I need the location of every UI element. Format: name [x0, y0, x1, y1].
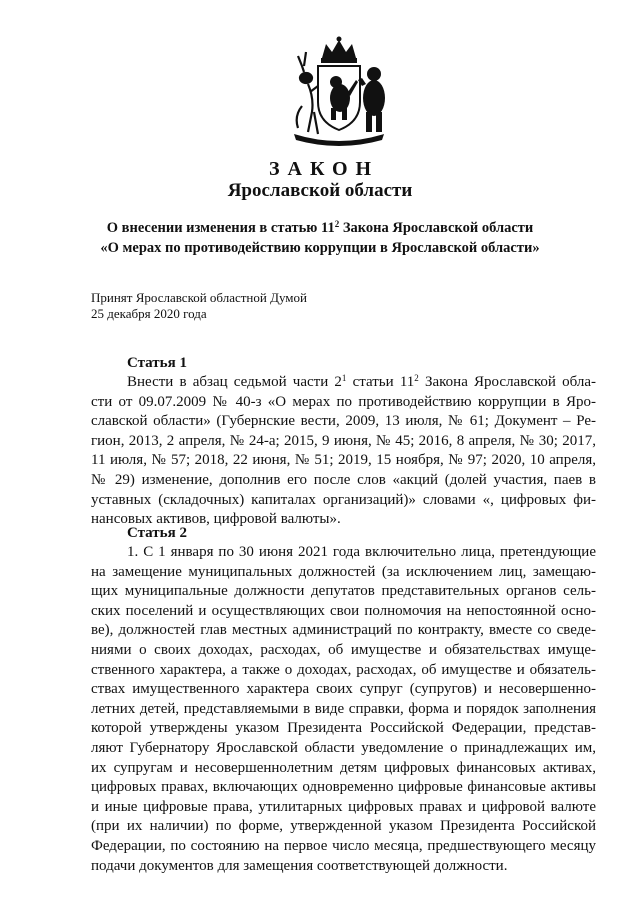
ribbon-icon — [294, 134, 384, 146]
article-2-line: подачи документов для замещения соответствующей должности. — [91, 857, 508, 874]
article-2-line: щих муниципальные должности депутатов представительных органов сель- — [91, 583, 596, 600]
article-2-line: ствах имущественного характера своих супруг (супругов) и несовершенно- — [91, 681, 596, 698]
article-2-line: 1. С 1 января по 30 июня 2021 года включительно лица, претендующие — [127, 544, 596, 560]
adoption-body: Принят Ярославской областной Думой — [91, 290, 307, 305]
law-subject-line-1: О внесении изменения в статью $11^2$ Закона Ярославской области — [106, 219, 534, 236]
article-2-line: ских поселений и осуществляющих свои полномочия на непостоянной осно- — [91, 602, 596, 619]
article-1-line: Внести в абзац седьмой части $2^1$ статьи $11^2$ Закона Ярославской обла- — [127, 373, 596, 390]
adoption-date: 25 декабря 2020 года — [91, 306, 207, 321]
law-title: ЗАКОН — [268, 158, 380, 180]
law-subject-line-2: «О мерах по противодействию коррупции в Ярославской области» — [100, 240, 540, 256]
article-2-heading: Статья 2 — [127, 525, 187, 541]
article-1-line: нансовых активов, цифровой валюты». — [91, 511, 341, 528]
article-2-line: их супругам и несовершеннолетним детям цифровых финансовых активах, — [91, 759, 596, 776]
article-1-line: уставных (складочных) капиталах организаций)» словами «, цифровых фи- — [91, 491, 596, 508]
article-2-line: (при их наличии) по форме, утвержденной указом Президента Российской — [91, 818, 596, 835]
article-1-text — [91, 373, 596, 530]
article-2-line: Федерации, по состоянию на первое число месяца, предшествующего месяцу — [91, 837, 596, 854]
article-2-text — [91, 543, 596, 876]
article-2-line: которой утверждены указом Президента Российской Федерации, представ- — [91, 720, 596, 737]
article-2-line: летних детей, представляемыми в виде справки, форма и порядок заполнения — [91, 700, 596, 717]
article-1-heading: Статья 1 — [127, 355, 187, 371]
article-1-line: гион, 2013, 2 апреля, № 24-а; 2015, 9 июня, № 45; 2016, 8 апреля, № 30; 2017, — [91, 432, 596, 449]
region-title: Ярославской области — [227, 180, 413, 201]
coat-of-arms-emblem — [284, 36, 394, 148]
crown-icon — [321, 37, 357, 64]
article-2-line: цифровых правах, включающих одновременно цифровые финансовые активы — [91, 779, 596, 796]
article-2-line: ляют Губернатору Ярославской области уведомление о принадлежащих им, — [91, 739, 596, 756]
deer-supporter-icon — [297, 52, 318, 134]
article-2-line: ве), должностей глав местных администраций по контракту, вместе со сведе- — [91, 622, 596, 639]
article-1-line: славской области» (Губернские вести, 2009, 13 июля, № 61; Документ – Ре- — [91, 413, 596, 430]
article-2-line: ственного характера, а также о доходах, расходах, об имуществе и обязатель- — [91, 661, 596, 678]
article-2-line: и иные цифровые права, утилитарных цифровых правах и цифровой валюте — [91, 798, 596, 815]
article-1-line: 11 июля, № 57; 2018, 22 июня, № 51; 2019, 15 ноября, № 97; 2020, 10 апреля, — [91, 452, 596, 469]
article-2-line: на замещение муниципальных должностей (за исключением лиц, замещаю- — [91, 563, 596, 580]
article-1-line: сти от 09.07.2009 № 40-з «О мерах по противодействию коррупции в Яро- — [91, 393, 596, 410]
bear-supporter-icon — [358, 67, 385, 132]
article-2-line: ниями о своих доходах, расходах, об имуществе и обязательствах имуще- — [91, 641, 596, 658]
article-1-line: № 29) изменение, дополнив его после слов «акций (долей участия, паев в — [91, 471, 596, 488]
